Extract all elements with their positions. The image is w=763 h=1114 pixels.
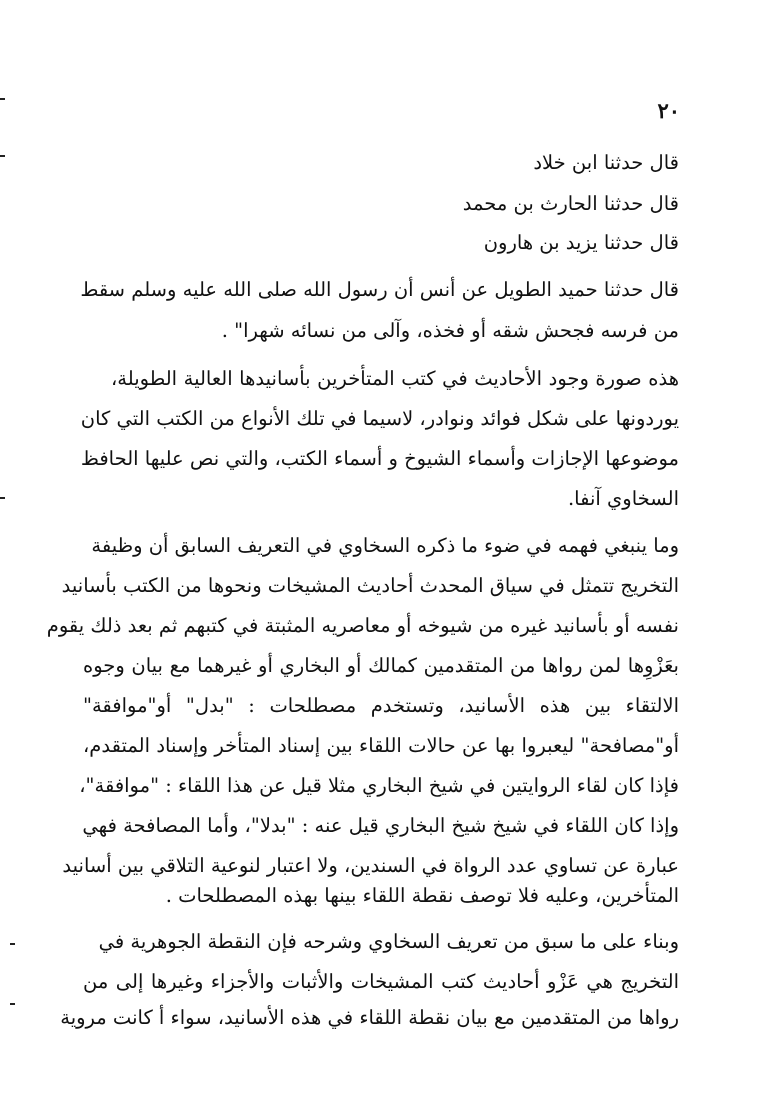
- paragraph-line: السخاوي آنفا.: [567, 487, 679, 510]
- paragraph-line: بعَزْوِها لمن رواها من المتقدمين كمالك أو البخاري أو غيرهما مع بيان وجوه: [83, 654, 679, 677]
- paragraph-line: وما ينبغي فهمه في ضوء ما ذكره السخاوي في التعريف السابق أن وظيفة: [91, 534, 679, 557]
- margin-mark: [10, 1003, 15, 1005]
- paragraph-line: رواها من المتقدمين مع بيان نقطة اللقاء في هذه الأسانيد، سواء أ كانت مروية: [60, 1006, 679, 1029]
- isnad-line: قال حدثنا يزيد بن هارون: [483, 231, 679, 254]
- paragraph-line: موضوعها الإجازات وأسماء الشيوخ و أسماء الكتب، والتي نص عليها الحافظ: [80, 447, 679, 470]
- margin-mark: [0, 98, 5, 100]
- paragraph-line: وإذا كان اللقاء في شيخ شيخ البخاري قيل عنه : "بدلا"، وأما المصافحة فهي: [82, 814, 679, 837]
- paragraph-line: هذه صورة وجود الأحاديث في كتب المتأخرين بأسانيدها العالية الطويلة،: [111, 367, 679, 390]
- paragraph-line: يوردونها على شكل فوائد ونوادر، لاسيما في تلك الأنواع من الكتب التي كان: [80, 407, 679, 430]
- paragraph-line: المتأخرين، وعليه فلا توصف نقطة اللقاء بينها بهذه المصطلحات .: [165, 884, 679, 907]
- paragraph-line: الالتقاء بين هذه الأسانيد، وتستخدم مصطلحات : "بدل" أو"موافقة": [83, 694, 679, 717]
- margin-mark: [10, 943, 15, 945]
- paragraph-line: التخريج تتمثل في سياق المحدث أحاديث المشيخات ونحوها من الكتب بأسانيد: [61, 574, 679, 597]
- paragraph-line: وبناء على ما سبق من تعريف السخاوي وشرحه فإن النقطة الجوهرية في: [98, 930, 679, 953]
- paragraph-line: فإذا كان لقاء الروايتين في شيخ البخاري مثلا قيل عن هذا اللقاء : "موافقة"،: [79, 774, 679, 797]
- paragraph-line: التخريج هي عَزْو أحاديث كتب المشيخات والأثبات والأجزاء وغيرها إلى من: [83, 970, 679, 993]
- paragraph-line: أو"مصافحة" ليعبروا بها عن حالات اللقاء بين إسناد المتأخر وإسناد المتقدم،: [83, 734, 679, 757]
- page-number: ٢٠: [657, 98, 680, 123]
- isnad-line: قال حدثنا الحارث بن محمد: [462, 192, 679, 215]
- paragraph-line: نفسه أو بأسانيد غيره من شيوخه أو معاصريه المثبتة في كتبهم ثم بعد ذلك يقوم: [46, 614, 679, 637]
- margin-mark: [0, 155, 5, 157]
- paragraph-line: عبارة عن تساوي عدد الرواة في السندين، ولا اعتبار لنوعية التلاقي بين أسانيد: [62, 854, 679, 877]
- margin-mark: [0, 497, 5, 499]
- paragraph-line: قال حدثنا حميد الطويل عن أنس أن رسول الله صلى الله عليه وسلم سقط: [80, 278, 679, 301]
- paragraph-line: من فرسه فجحش شقه أو فخذه، وآلى من نسائه شهرا" .: [221, 319, 679, 342]
- isnad-line: قال حدثنا ابن خلاد: [533, 151, 679, 174]
